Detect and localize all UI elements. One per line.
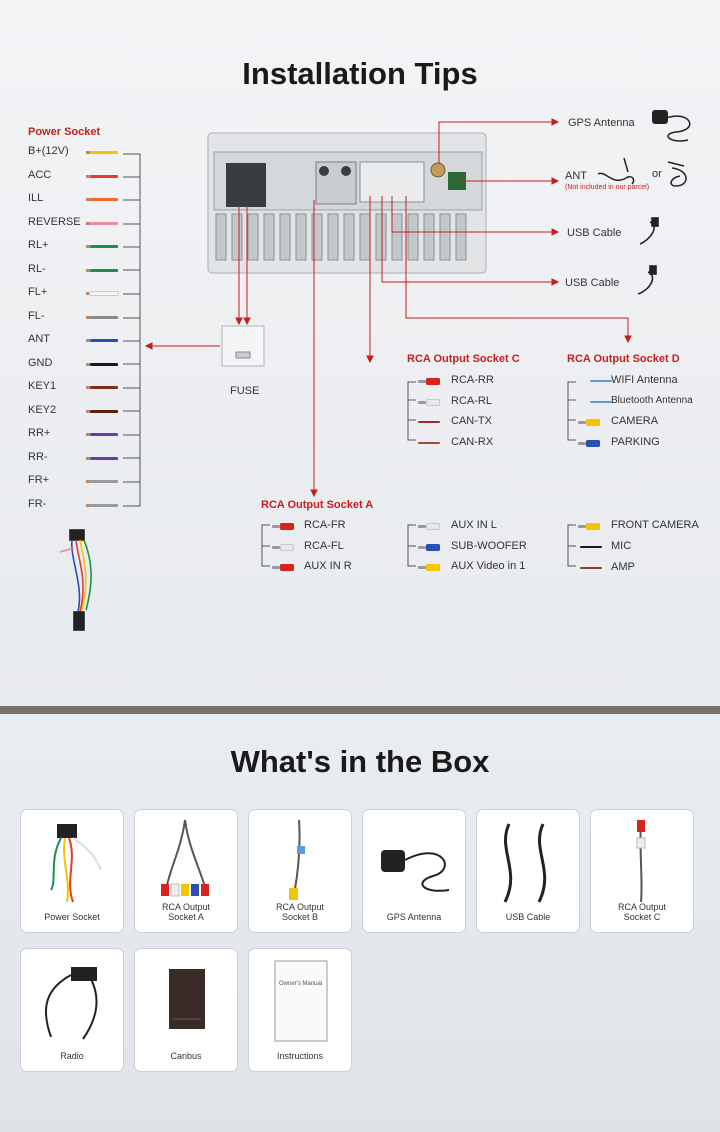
plug-connector — [426, 399, 440, 406]
socket-item-label: AUX IN R — [304, 560, 352, 572]
box-item-image — [249, 949, 353, 1049]
cable-line — [418, 421, 440, 423]
caption-line: USB Cable — [505, 912, 551, 922]
usb-cable-label-1: USB Cable — [567, 227, 622, 239]
box-item-caption — [137, 1051, 235, 1061]
caption-line: Instructions — [276, 1051, 324, 1061]
power-wire — [90, 504, 118, 507]
ant-note: (Not included in our parcel) — [565, 184, 650, 191]
plug-connector — [280, 544, 294, 551]
power-wire — [90, 339, 118, 342]
power-wire — [90, 222, 118, 225]
caption-line: RCA Output — [275, 902, 325, 912]
power-harness-icon — [60, 530, 91, 630]
gps-antenna-label: GPS Antenna — [568, 117, 635, 129]
plug-wire — [272, 525, 280, 528]
box-item-caption — [23, 912, 121, 922]
socket-item-label: RCA-RL — [451, 394, 492, 407]
socket-item-label: WIFI Antenna — [611, 374, 678, 386]
power-wire-label: ANT — [28, 333, 50, 345]
power-wire-label: FR+ — [28, 474, 50, 486]
fuse-block — [222, 326, 264, 366]
plug-wire — [272, 546, 280, 549]
plug-connector — [586, 419, 600, 426]
socket-item-label: SUB-WOOFER — [451, 539, 527, 552]
power-wire — [90, 386, 118, 389]
power-wire-label: GND — [28, 356, 53, 369]
power-wire — [90, 480, 118, 483]
plug-wire — [272, 566, 280, 569]
ant-cable-icon — [598, 158, 686, 186]
socket-item-label: AUX IN L — [451, 519, 497, 531]
box-item-card — [134, 809, 238, 933]
plug-wire — [418, 401, 426, 404]
plug-wire — [578, 442, 586, 445]
box-item-caption — [23, 1051, 121, 1061]
power-wire-label: FL+ — [28, 286, 48, 298]
plug-wire — [418, 566, 426, 569]
plug-wire — [418, 546, 426, 549]
box-item-caption — [251, 1051, 349, 1061]
or-label: or — [652, 168, 662, 180]
socket-item-label: PARKING — [611, 435, 660, 448]
box-item-card — [590, 809, 694, 933]
plug-connector — [426, 564, 440, 571]
plug-connector — [426, 544, 440, 551]
power-wire — [90, 292, 118, 295]
caption-line: GPS Antenna — [386, 912, 442, 922]
box-item-card — [134, 948, 238, 1072]
plug-wire — [418, 380, 426, 383]
fuse-label: FUSE — [230, 385, 260, 397]
plug-connector — [280, 523, 294, 530]
box-item-image — [477, 810, 581, 910]
ant-label: ANT — [565, 170, 587, 182]
box-item-image — [363, 810, 467, 910]
box-item-card — [248, 809, 352, 933]
plug-wire — [418, 525, 426, 528]
socket-item-label: CAMERA — [611, 415, 659, 427]
power-wire-label: RL- — [28, 262, 46, 275]
box-item-card — [248, 948, 352, 1072]
socket-item-label: CAN-RX — [451, 435, 494, 448]
plug-wire — [578, 525, 586, 528]
plug-connector — [586, 440, 600, 447]
box-item-image — [249, 810, 353, 910]
caption-line: RCA Output — [617, 902, 667, 912]
installation-title: Installation Tips — [242, 56, 478, 91]
power-wire — [90, 363, 118, 366]
power-wire-label: RR- — [28, 450, 48, 463]
cable-line — [590, 401, 612, 403]
box-item-caption — [365, 912, 463, 922]
box-item-image — [591, 810, 695, 910]
box-item-caption — [593, 902, 691, 922]
caption-line: Radio — [60, 1051, 84, 1061]
power-wire — [90, 175, 118, 178]
power-wire — [90, 198, 118, 201]
socket-item-label: CAN-TX — [451, 415, 492, 427]
socket-item-label: RCA-RR — [451, 374, 494, 386]
power-wire-label: FR- — [28, 497, 47, 510]
socket-item-label: AMP — [611, 560, 635, 573]
cable-line — [418, 442, 440, 444]
box-item-image — [21, 810, 125, 910]
caption-line: Socket B — [281, 912, 319, 922]
plug-connector — [280, 564, 294, 571]
box-item-caption — [251, 902, 349, 922]
plug-connector — [586, 523, 600, 530]
socket-item-label: RCA-FL — [304, 539, 344, 552]
power-wire-label: ILL — [28, 192, 44, 204]
gps-antenna-icon — [652, 110, 690, 141]
box-item-caption — [479, 912, 577, 922]
box-item-card — [20, 948, 124, 1072]
power-wire — [90, 151, 118, 154]
socket-item-label: Bluetooth Antenna — [611, 394, 693, 406]
caption-line: Socket A — [168, 912, 204, 922]
plug-wire — [578, 421, 586, 424]
power-wire — [90, 433, 118, 436]
box-item-image — [135, 810, 239, 910]
power-wire-label: REVERSE — [28, 215, 81, 228]
cable-line — [580, 546, 602, 548]
power-socket-heading: Power Socket — [28, 126, 101, 138]
power-wire-label: B+(12V) — [28, 145, 69, 157]
power-wire — [90, 245, 118, 248]
section-divider — [0, 706, 720, 714]
power-wire — [90, 457, 118, 460]
power-wire-label: KEY2 — [28, 403, 57, 416]
plug-connector — [426, 523, 440, 530]
caption-line: Power Socket — [44, 912, 100, 922]
socket-item-label: MIC — [611, 540, 632, 552]
socket-a-heading: RCA Output Socket A — [261, 499, 374, 511]
power-wire-label: FL- — [28, 309, 45, 322]
usb-cable-icon — [638, 218, 658, 294]
socket-c-heading: RCA Output Socket C — [407, 353, 520, 365]
power-socket-connector — [226, 163, 266, 207]
power-wire — [90, 269, 118, 272]
power-wire — [90, 410, 118, 413]
plug-connector — [426, 378, 440, 385]
cable-line — [580, 567, 602, 569]
power-wire-label: RL+ — [28, 239, 49, 251]
manual-cover-text: Owner's Manual — [279, 981, 323, 987]
power-wire-label: ACC — [28, 168, 52, 181]
socket-d-heading: RCA Output Socket D — [567, 353, 680, 365]
power-wire — [90, 316, 118, 319]
box-item-card — [476, 809, 580, 933]
power-wire-label: RR+ — [28, 427, 51, 439]
power-wire-label: KEY1 — [28, 380, 57, 392]
cable-line — [590, 380, 612, 382]
box-item-card — [362, 809, 466, 933]
box-title: What's in the Box — [230, 744, 490, 779]
usb-cable-label-2: USB Cable — [565, 277, 620, 289]
socket-item-label: FRONT CAMERA — [611, 519, 699, 531]
box-item-image — [21, 949, 125, 1049]
box-item-caption — [137, 902, 235, 922]
caption-line: Socket C — [623, 912, 661, 922]
caption-line: RCA Output — [161, 902, 211, 912]
socket-item-label: RCA-FR — [304, 519, 346, 531]
socket-item-label: AUX Video in 1 — [451, 560, 526, 572]
box-item-image — [135, 949, 239, 1049]
box-item-card — [20, 809, 124, 933]
caption-line: Canbus — [170, 1051, 202, 1061]
